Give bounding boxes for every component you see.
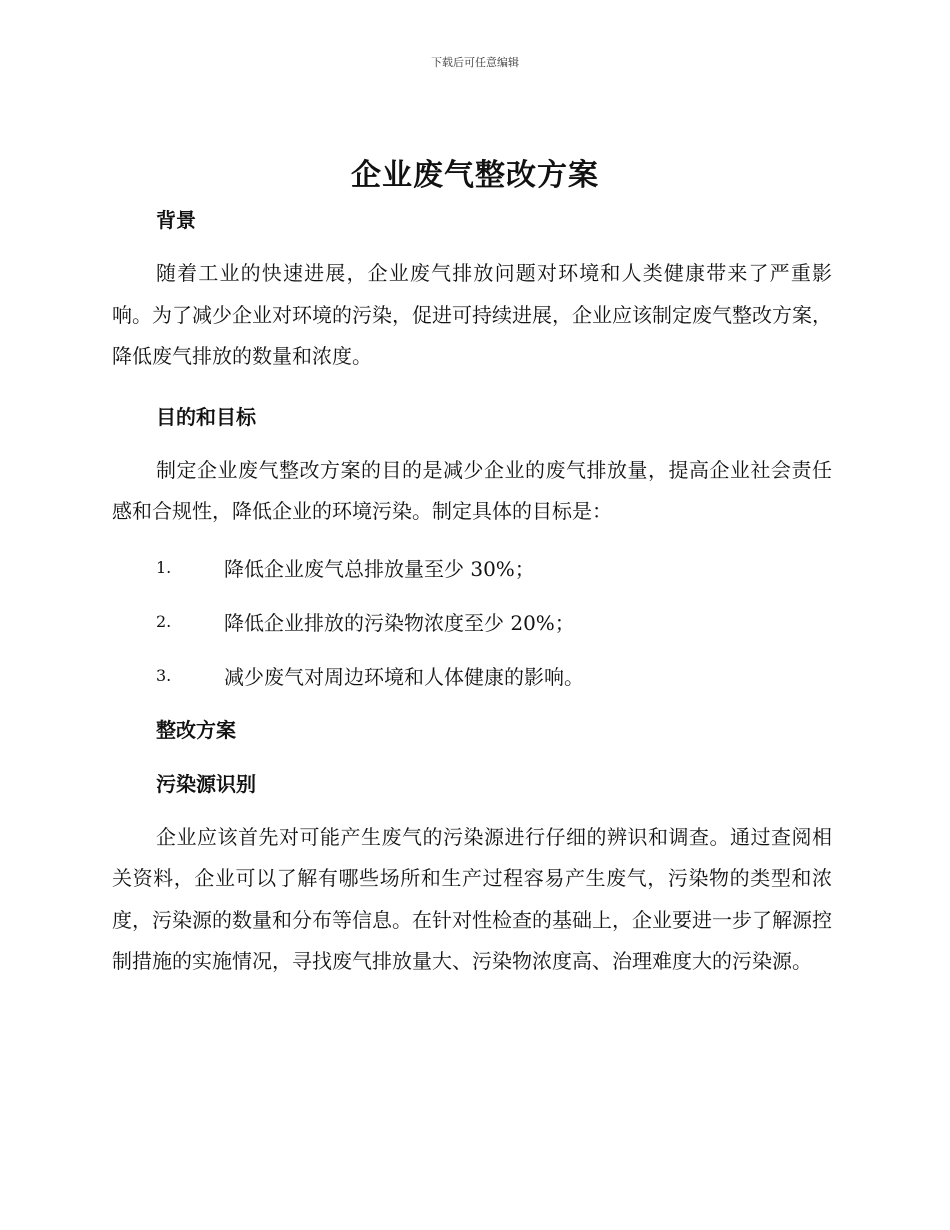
section-heading-source-identification: 污染源识别 — [156, 771, 256, 796]
list-item-number: 2. — [156, 612, 172, 631]
section-heading-background: 背景 — [156, 208, 196, 232]
section-heading-goals: 目的和目标 — [156, 404, 256, 429]
header-note: 下载后可任意编辑 — [431, 56, 519, 69]
list-item-text: 降低企业排放的污染物浓度至少 20%； — [224, 611, 575, 635]
list-item-text: 减少废气对周边环境和人体健康的影响。 — [224, 665, 584, 689]
list-item — [112, 541, 832, 595]
section-heading-plan: 整改方案 — [156, 717, 236, 742]
paragraph-goals: 制定企业废气整改方案的目的是减少企业的废气排放量，提高企业社会责任感和合规性，降低企业的环境污染。制定具体的目标是： — [112, 457, 832, 523]
paragraph-background: 随着工业的快速进展，企业废气排放问题对环境和人类健康带来了严重影响。为了减少企业对环境的污染，促进可持续进展，企业应该制定废气整改方案，降低废气排放的数量和浓度。 — [112, 261, 832, 368]
paragraph-source-identification: 企业应该首先对可能产生废气的污染源进行仔细的辨识和调查。通过查阅相关资料，企业可以了解有哪些场所和生产过程容易产生废气，污染物的类型和浓度，污染源的数量和分布等信息。在针对性检查的基础上，企业要进一步了解源控制措施的实施情况，寻找废气排放量大、污染物浓度高、治理难度大的污染源。 — [112, 824, 832, 973]
document-title: 企业废气整改方案 — [351, 158, 599, 193]
list-item-number: 3. — [156, 666, 172, 685]
list-item — [112, 595, 832, 649]
list-item-number: 1. — [156, 558, 172, 577]
list-item — [112, 649, 832, 703]
list-item-text: 降低企业废气总排放量至少 30%； — [224, 557, 535, 581]
document-body — [112, 203, 832, 983]
